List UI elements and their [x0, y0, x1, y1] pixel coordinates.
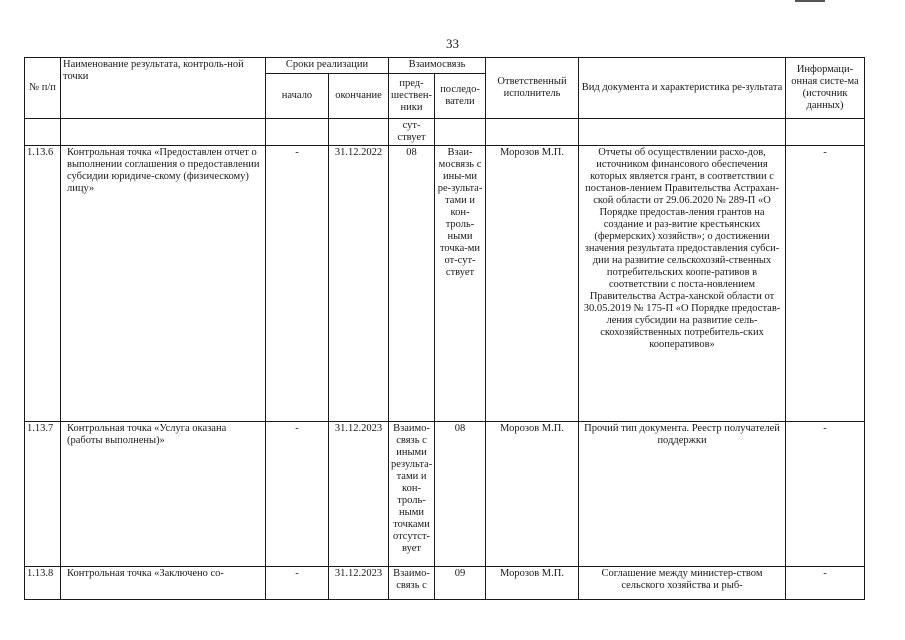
header-deadlines: Сроки реализации [266, 58, 389, 74]
cont-name [61, 119, 266, 146]
table-row [25, 422, 865, 567]
cont-successors [435, 119, 486, 146]
table-row [25, 146, 865, 422]
header-responsible: Ответственный исполнитель [486, 58, 579, 119]
cont-num [25, 119, 61, 146]
row-responsible: Морозов М.П. [486, 422, 579, 567]
header-doc-type: Вид документа и характеристика ре-зультата [579, 58, 786, 119]
cont-info [786, 119, 865, 146]
header-name: Наименование результата, контроль-ной точки [61, 58, 266, 119]
row-predecessors: Взаимо-связь с иными результа-тами и кон-троль-ными точками отсутст-вует [389, 422, 435, 567]
header-predecessors: пред-шествен-ники [389, 74, 435, 119]
continuation-row [25, 119, 865, 146]
header-row-1 [25, 58, 865, 74]
header-num: № п/п [25, 58, 61, 119]
cont-doc [579, 119, 786, 146]
row-responsible: Морозов М.П. [486, 567, 579, 600]
row-doc: Прочий тип документа. Реестр получателей поддержки [579, 422, 786, 567]
control-points-table [24, 57, 865, 600]
row-name: Контрольная точка «Услуга оказана (работы выполнены)» [61, 422, 266, 567]
cont-end [329, 119, 389, 146]
top-edge-mark [795, 0, 825, 2]
row-start: - [266, 422, 329, 567]
row-successors: 09 [435, 567, 486, 600]
row-doc: Соглашение между министер-ством сельского хозяйства и рыб- [579, 567, 786, 600]
header-relation: Взаимосвязь [389, 58, 486, 74]
table-row [25, 567, 865, 600]
cont-start [266, 119, 329, 146]
header-start: начало [266, 74, 329, 119]
row-end: 31.12.2023 [329, 422, 389, 567]
row-info: - [786, 422, 865, 567]
row-start: - [266, 567, 329, 600]
row-num: 1.13.8 [25, 567, 61, 600]
row-num: 1.13.6 [25, 146, 61, 422]
row-end: 31.12.2022 [329, 146, 389, 422]
row-successors: Взаи-мосвязь с ины-ми ре-зульта-тами и кон-троль-ными точка-ми от-сут-ствует [435, 146, 486, 422]
cont-responsible [486, 119, 579, 146]
row-info: - [786, 146, 865, 422]
row-responsible: Морозов М.П. [486, 146, 579, 422]
row-name: Контрольная точка «Предоставлен отчет о выполнении соглашения о предоставлении субсидии юридиче-скому (физическому) лицу» [61, 146, 266, 422]
row-start: - [266, 146, 329, 422]
row-predecessors: Взаимо-связь с [389, 567, 435, 600]
row-end: 31.12.2023 [329, 567, 389, 600]
row-successors: 08 [435, 422, 486, 567]
header-end: окончание [329, 74, 389, 119]
row-info: - [786, 567, 865, 600]
row-doc: Отчеты об осуществлении расхо-дов, источником финансового обеспечения которых является грант, в соответствии с постанов-лением Правительства Астрахан-ской области от 29.06.2020 № 289-П «О Порядке предостав-ления грантов на создание и раз-витие крестьянских (фермерских) хозяйств»; о достижении значения результата предоставления субси-дии на развитие сельскохозяй-ственных потребительских коопе-ративов в соответствии с поста-новлением Правительства Астра-ханской области от 30.05.2019 № 175-П «О Порядке предостав-ления субсидии на развитие сель-скохозяйственных потребитель-ских кооперативов» [579, 146, 786, 422]
page-number: 33 [446, 36, 459, 51]
row-num: 1.13.7 [25, 422, 61, 567]
row-name: Контрольная точка «Заключено со- [61, 567, 266, 600]
header-info-system: Информаци-онная систе-ма (источник данных) [786, 58, 865, 119]
header-successors: последо-ватели [435, 74, 486, 119]
row-predecessors: 08 [389, 146, 435, 422]
cont-predecessors: сут-ствует [389, 119, 435, 146]
